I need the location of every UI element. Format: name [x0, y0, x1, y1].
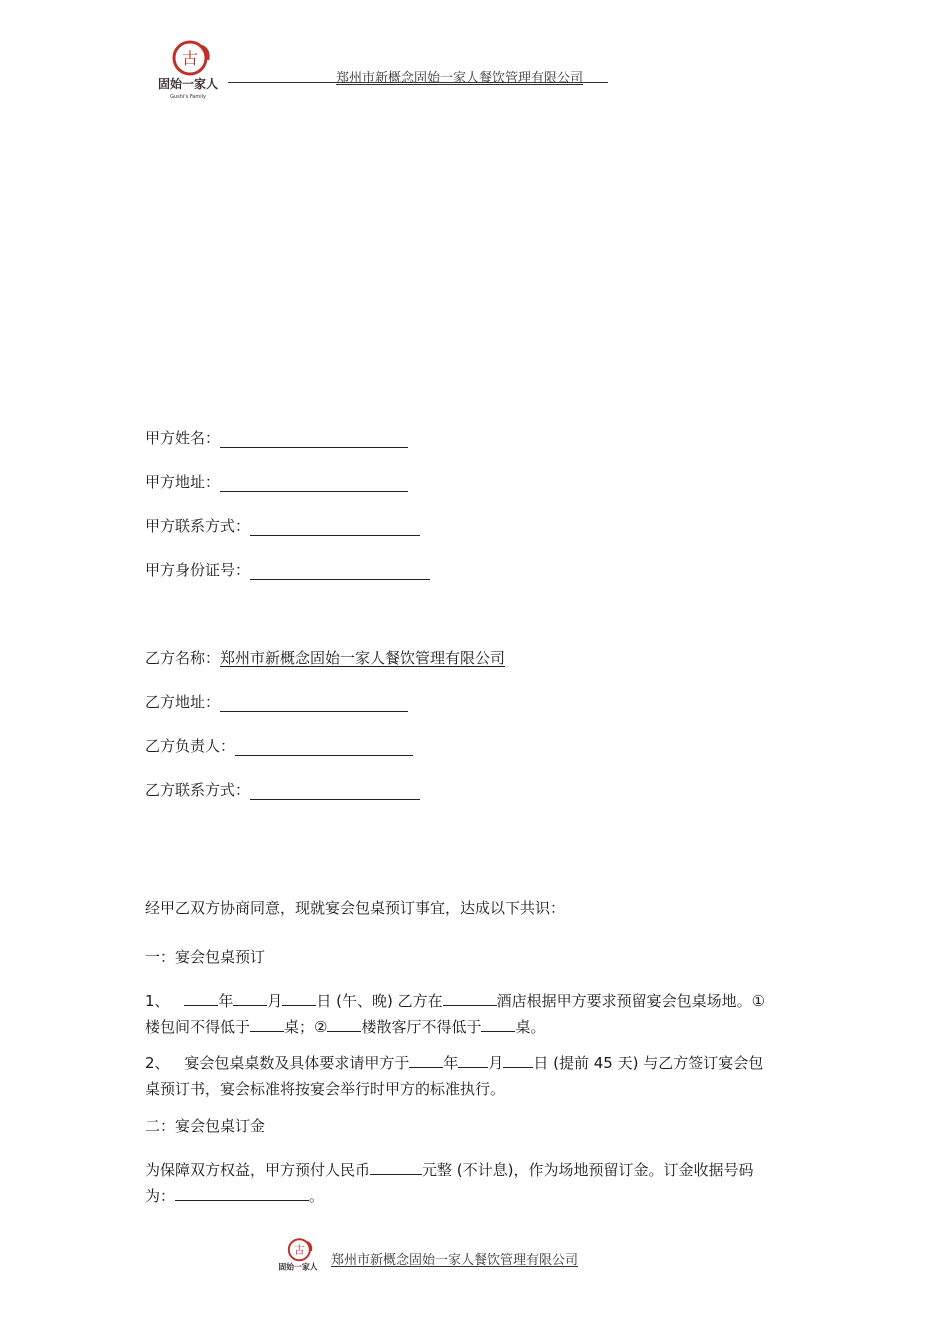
deposit-amount-blank	[370, 1160, 422, 1175]
footer-company: 郑州市新概念固始一家人餐饮管理有限公司	[331, 1253, 579, 1268]
item1-floor-blank	[327, 1017, 361, 1032]
party-a-id-blank	[250, 563, 430, 580]
intro-text: 经甲乙双方协商同意，现就宴会包桌预订事宜，达成以下共识：	[145, 899, 566, 917]
svg-text:古: 古	[181, 49, 199, 68]
item1-hotel: 酒店根据甲方要求预留宴会包桌场地。①	[496, 992, 766, 1010]
party-a-name-label: 甲方姓名：	[145, 429, 221, 447]
deposit-text	[145, 1157, 810, 1209]
item1-day-blank	[282, 991, 316, 1006]
party-b-manager-blank	[235, 739, 413, 756]
party-b-name-value: 郑州市新概念固始一家人餐饮管理有限公司	[220, 649, 506, 667]
party-a-id-label: 甲方身份证号：	[145, 561, 251, 579]
party-a-contact-blank	[250, 519, 420, 536]
header-logo	[150, 38, 226, 104]
party-b-address-field	[145, 691, 408, 712]
party-a-contact-field	[145, 515, 420, 536]
item2-month: 月	[488, 1054, 504, 1072]
item2-year: 年	[443, 1054, 459, 1072]
item1-hotel-blank	[443, 991, 497, 1006]
party-a-address-label: 甲方地址：	[145, 473, 221, 491]
party-a-name-blank	[220, 431, 408, 448]
section1-title: 一：宴会包桌预订	[145, 948, 266, 966]
item1-tables-blank	[481, 1017, 515, 1032]
party-b-address-label: 乙方地址：	[145, 693, 221, 711]
party-b-contact-blank	[250, 783, 420, 800]
item2-day-blank	[503, 1053, 533, 1068]
section2-title: 二：宴会包桌订金	[145, 1117, 266, 1135]
item1-month-blank	[233, 991, 267, 1006]
item1-line2d: 桌。	[515, 1018, 546, 1036]
footer-logo	[273, 1236, 323, 1282]
item1-line2b: 桌；②	[284, 1018, 328, 1036]
deposit-a: 为保障双方权益，甲方预付人民币	[145, 1161, 371, 1179]
item1-rooms-blank	[250, 1017, 284, 1032]
item2-year-blank	[409, 1053, 443, 1068]
item1-year-blank	[184, 991, 218, 1006]
party-a-address-blank	[220, 475, 408, 492]
deposit-d: 。	[309, 1187, 325, 1205]
party-a-name-field	[145, 427, 408, 448]
item2-a: 宴会包桌桌数及具体要求请甲方于	[184, 1054, 410, 1072]
party-b-manager-label: 乙方负责人：	[145, 737, 236, 755]
party-b-contact-field	[145, 779, 420, 800]
party-b-name-label: 乙方名称：	[145, 649, 221, 667]
logo-mark-icon	[150, 38, 226, 100]
party-a-address-field	[145, 471, 408, 492]
receipt-number-blank	[175, 1186, 309, 1201]
item1	[145, 988, 810, 1040]
svg-text:固始一家人: 固始一家人	[278, 1262, 318, 1272]
item2-line2: 桌预订书，宴会标准将按宴会举行时甲方的标准执行。	[145, 1080, 506, 1098]
item1-line2a: 楼包间不得低于	[145, 1018, 251, 1036]
item1-year: 年	[218, 992, 234, 1010]
item1-day: 日 (午、晚) 乙方在	[316, 992, 443, 1010]
svg-text:古: 古	[294, 1244, 305, 1257]
header-company: 郑州市新概念固始一家人餐饮管理有限公司	[336, 71, 584, 86]
item2-c: 日 (提前 45 天) 与乙方签订宴会包	[533, 1054, 764, 1072]
party-b-name-field	[145, 647, 505, 668]
item1-num: 1、	[145, 992, 170, 1010]
svg-text:Gushi's Family: Gushi's Family	[170, 94, 206, 100]
item2-month-blank	[458, 1053, 488, 1068]
party-b-manager-field	[145, 735, 413, 756]
svg-text:固始一家人: 固始一家人	[157, 77, 219, 91]
item2	[145, 1050, 810, 1102]
party-b-address-blank	[220, 695, 408, 712]
deposit-c: 为：	[145, 1187, 176, 1205]
item1-month: 月	[267, 992, 283, 1010]
party-a-contact-label: 甲方联系方式：	[145, 517, 251, 535]
footer-logo-mark-icon	[273, 1236, 323, 1278]
party-a-id-field	[145, 559, 430, 580]
deposit-b: 元整 (不计息)，作为场地预留订金。订金收据号码	[422, 1161, 754, 1179]
item2-num: 2、	[145, 1054, 170, 1072]
item1-line2c: 楼散客厅不得低于	[361, 1018, 482, 1036]
party-b-contact-label: 乙方联系方式：	[145, 781, 251, 799]
